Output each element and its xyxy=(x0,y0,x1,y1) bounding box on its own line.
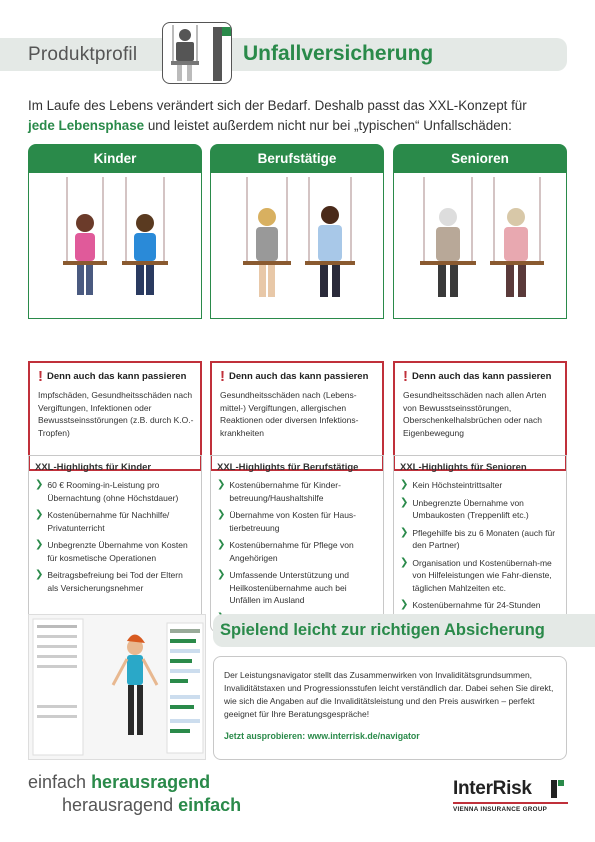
highlights-senioren: XXL-Highlights für Senioren ❯ Kein Höchsteintrittsalter ❯ Unbegrenzte Übernahme von Umbaukosten (Treppenlift etc.) ❯ Pflegehilfe bis zu 6 Monaten (auch für den Partner) ❯ Organisation und Kostenübernah-me von Hilfeleistungen wie Fahr-dienste, täglichen Mahlzeiten etc. ❯ Kostenübernahme für 24-Stunden xyxy=(393,455,567,633)
chevron-right-icon: ❯ xyxy=(35,569,44,580)
warn-box-berufstaetige: ! Denn auch das kann passieren Gesundheitsschäden nach (Lebens-mittel-) Vergiftungen, allergischen Reaktionen oder diversen Infektions-krankheiten xyxy=(210,361,384,471)
header-left-title: Produktprofil xyxy=(28,44,138,65)
list-item: ❯ Unbegrenzte Übernahme von Umbaukosten (Treppenlift etc.) xyxy=(400,496,529,520)
chevron-right-icon: ❯ xyxy=(217,569,226,580)
brand-divider xyxy=(453,802,568,804)
photo-berufstaetige xyxy=(210,173,384,319)
header-right-title: Unfallversicherung xyxy=(243,42,434,65)
tab-kinder: Kinder xyxy=(28,144,202,173)
chevron-right-icon: ❯ xyxy=(400,526,409,538)
list-item: ❯ Organisation und Kostenübernah-me von Hilfeleistungen wie Fahr-dienste, täglichen Mahlzeiten etc. xyxy=(400,556,552,593)
brand-mark-icon xyxy=(547,778,567,800)
intro-text: Im Laufe des Lebens verändert sich der Bedarf. Deshalb passt das XXL-Konzept für jede Lebensphase und leistet außerdem nicht nur bei „typischen“ Unfallschäden: xyxy=(28,98,527,133)
slogan-line-2: herausragend einfach xyxy=(62,795,242,815)
chevron-right-icon: ❯ xyxy=(35,539,44,550)
chevron-right-icon: ❯ xyxy=(400,479,409,490)
navigator-link[interactable]: Jetzt ausprobieren: www.interrisk.de/navigator xyxy=(224,731,420,741)
tab-senioren: Senioren xyxy=(393,144,567,173)
banner-title: Spielend leicht zur richtigen Absicherung xyxy=(220,621,545,639)
column-kinder xyxy=(28,144,202,633)
brand-name: InterRisk xyxy=(453,778,532,799)
chevron-right-icon: ❯ xyxy=(35,509,44,520)
chevron-right-icon: ❯ xyxy=(217,479,226,490)
navigator-screenshot xyxy=(28,614,206,760)
tab-berufstaetige: Berufstätige xyxy=(210,144,384,173)
exclamation-icon: ! xyxy=(38,367,43,385)
highlights-kinder: XXL-Highlights für Kinder ❯ 60 € Rooming-in-Leistung pro Übernachtung (ohne Höchstdauer) ❯ Kostenübernahme für Nachhilfe/ Privatunterricht ❯ Unbegrenzte Übernahme von Kosten für kosmetische Operationen ❯ Beitragsbefreiung bei Tod der Eltern als Versicherungsnehmer xyxy=(28,455,202,633)
chevron-right-icon: ❯ xyxy=(35,479,44,490)
navigator-box xyxy=(213,656,567,760)
list-item: ❯ Übernahme von Kosten für Haus-tierbetreuung xyxy=(217,509,357,533)
exclamation-icon: ! xyxy=(403,367,408,385)
column-senioren xyxy=(393,144,567,633)
slogan-line-1: einfach herausragend xyxy=(28,772,211,792)
intro-highlight: jede Lebensphase xyxy=(28,118,145,133)
list-item: ❯ Kein Höchsteintrittsalter xyxy=(400,479,503,490)
exclamation-icon: ! xyxy=(220,367,225,385)
highlights-berufstaetige: XXL-Highlights für Berufstätige ❯ Kostenübernahme für Kinder-betreuung/Haushaltshilfe ❯ Übernahme von Kosten für Haus-tierbetreuung ❯ Kostenübernahme für Pflege von Angehörigen ❯ Umfassende Unterstützung und Heilkostenübernahme auch bei Unfällen im Ausland xyxy=(210,455,384,633)
interrisk-logo xyxy=(453,774,568,819)
photo-senioren xyxy=(393,173,567,319)
list-item: ❯ Beitragsbefreiung bei Tod der Eltern als Versicherungsnehmer xyxy=(35,569,183,593)
warn-box-senioren: ! Denn auch das kann passieren Gesundheitsschäden nach allen Arten von Bewusstseinsstörungen, Oberschenkelhalsbrüchen oder nach Eigenbewegung xyxy=(393,361,567,471)
list-item: ❯ Unbegrenzte Übernahme von Kosten für kosmetische Operationen xyxy=(35,539,188,563)
photo-kinder xyxy=(28,173,202,319)
list-item: ❯ Kostenübernahme für Pflege von Angehörigen xyxy=(217,539,354,563)
chevron-right-icon: ❯ xyxy=(400,599,409,610)
chevron-right-icon: ❯ xyxy=(217,539,226,550)
list-item: ❯ Umfassende Unterstützung und Heilkostenübernahme auch bei Unfällen im Ausland xyxy=(217,569,349,605)
chevron-right-icon: ❯ xyxy=(400,556,409,568)
brand-subtitle: VIENNA INSURANCE GROUP xyxy=(453,806,548,813)
list-item: ❯ 60 € Rooming-in-Leistung pro Übernachtung (ohne Höchstdauer) xyxy=(35,479,179,503)
column-berufstaetige xyxy=(210,144,384,633)
list-item: ❯ Kostenübernahme für Kinder-betreuung/Haushaltshilfe xyxy=(217,479,341,503)
navigator-text: Der Leistungsnavigator stellt das Zusammenwirken von Invaliditätsgrundsummen, Invaliditätstaxen und Progressionsstufen leicht verständlich dar. Dabei sehen Sie direkt, wie sich die Angaben auf die Invaliditätsleistung und den Preis auswirken – perfekt geeignet für Ihre Beratungsgespräche! xyxy=(224,670,554,719)
swing-logo-icon xyxy=(162,22,232,84)
warn-box-kinder: ! Denn auch das kann passieren Impfschäden, Gesundheitsschäden nach Vergiftungen, Infektionen oder Bewusstseinsstörungen (z.B. durch K.O.-Tropfen) xyxy=(28,361,202,471)
list-item: ❯ Pflegehilfe bis zu 6 Monaten (auch für den Partner) xyxy=(400,526,556,550)
list-item: ❯ Kostenübernahme für 24-Stunden xyxy=(400,599,560,624)
list-item: ❯ Kostenübernahme für Nachhilfe/ Privatunterricht xyxy=(35,509,170,533)
chevron-right-icon: ❯ xyxy=(217,509,226,520)
chevron-right-icon: ❯ xyxy=(400,496,409,508)
